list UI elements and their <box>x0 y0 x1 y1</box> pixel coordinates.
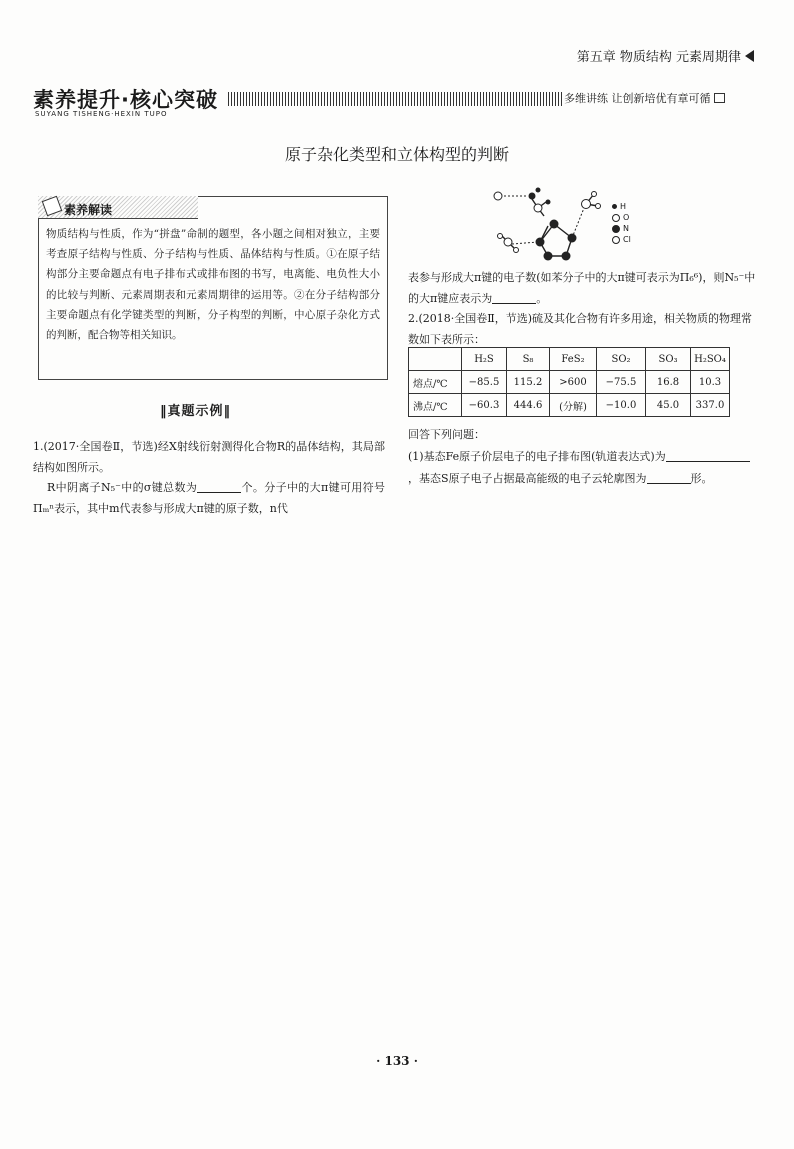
triangle-icon <box>745 50 754 62</box>
band-title: 素养提升·核心突破 <box>33 88 218 112</box>
answer-blank[interactable] <box>197 480 241 493</box>
column-header: H₂SO₄ <box>691 348 730 371</box>
box-icon <box>714 93 725 103</box>
q1-line2: R中阴离子N₅⁻中的σ键总数为 个。分子中的大π键可用符号Πₘⁿ表示，其中m代表参与形成大π键的原子数，n代 <box>33 481 385 515</box>
column-header: S₈ <box>507 348 550 371</box>
legend-item: O <box>612 212 631 223</box>
suyang-body: 物质结构与性质，作为“拼盘”命制的题型，各小题之间相对独立，主要考查原子结构与性质、分子结构与性质、晶体结构与性质。①在原子结构部分主要命题点有电子排布式或排布图的书写，电离能、电负性大小的比较与判断、元素周期表和元素周期律的运用等。②在分子结构部分主要命题点有化学键类型的判断，分子构型的判断，中心原子杂化方式的判断，配合物等相关知识。 <box>46 228 380 342</box>
answer-blank[interactable] <box>492 291 536 304</box>
physical-constants-table <box>408 347 730 417</box>
column-header: SO₃ <box>646 348 691 371</box>
table-cell: −10.0 <box>597 394 646 417</box>
legend-item: H <box>612 201 631 212</box>
band-pinyin: SUYANG TISHENG·HEXIN TUPO <box>35 110 168 118</box>
table-cell: 10.3 <box>691 371 730 394</box>
legend-item: Cl <box>612 234 631 245</box>
o-atom-icon <box>612 214 620 222</box>
h-atom-icon <box>612 204 617 209</box>
table-cell: 16.8 <box>646 371 691 394</box>
cl-atom-icon <box>612 236 620 244</box>
table-cell: −75.5 <box>597 371 646 394</box>
band-slogan: 多维讲练 让创新培优有章可循 <box>564 90 725 106</box>
suyang-tab <box>38 196 198 219</box>
column-header: SO₂ <box>597 348 646 371</box>
table-cell: 337.0 <box>691 394 730 417</box>
legend-item: N <box>612 223 631 234</box>
q2-intro: 2.(2018·全国卷Ⅱ，节选)硫及其化合物有许多用途，相关物质的物理常数如下表所示： <box>408 312 753 346</box>
page-title: 原子杂化类型和立体构型的判断 <box>284 145 509 164</box>
page-number: · 133 · <box>376 1054 418 1068</box>
table-row <box>409 371 730 394</box>
table-corner <box>409 348 462 371</box>
question-1-continued <box>408 268 760 350</box>
table-cell: 444.6 <box>507 394 550 417</box>
chapter-header: 第五章 物质结构 元素周期律 <box>577 46 754 65</box>
question-1 <box>33 437 385 519</box>
table-cell: 115.2 <box>507 371 550 394</box>
q2-ask: 回答下列问题： <box>408 428 485 441</box>
section-heading: ‖真题示例‖ <box>160 404 232 419</box>
n-atom-icon <box>612 225 620 233</box>
row-label: 沸点/℃ <box>409 394 462 417</box>
dotted-band <box>228 92 562 106</box>
column-header: H₂S <box>462 348 507 371</box>
column-header: FeS₂ <box>550 348 597 371</box>
row-label: 熔点/℃ <box>409 371 462 394</box>
molecule-legend <box>612 201 631 245</box>
table-cell: −85.5 <box>462 371 507 394</box>
q1-cont-line: 表参与形成大π键的电子数(如苯分子中的大π键可表示为Π₆⁶)，则N₅⁻中的大π键应表示为 。 <box>408 271 756 305</box>
table-header-row <box>409 348 730 371</box>
answer-blank[interactable] <box>647 471 691 484</box>
q2-sub1: (1)基态Fe原子价层电子的电子排布图(轨道表达式)为，基态S原子电子占据最高能级的电子云轮廓图为 形。 <box>408 446 760 490</box>
table-row <box>409 394 730 417</box>
question-2-parts <box>408 424 760 490</box>
suyang-label: 素养解读 <box>64 203 113 217</box>
table-cell: −60.3 <box>462 394 507 417</box>
table-cell: >600 <box>550 371 597 394</box>
table-cell: (分解) <box>550 394 597 417</box>
q1-line1: 1.(2017·全国卷Ⅱ，节选)经X射线衍射测得化合物R的晶体结构，其局部结构如图所示。 <box>33 440 385 474</box>
answer-blank[interactable] <box>666 449 750 462</box>
table-cell: 45.0 <box>646 394 691 417</box>
